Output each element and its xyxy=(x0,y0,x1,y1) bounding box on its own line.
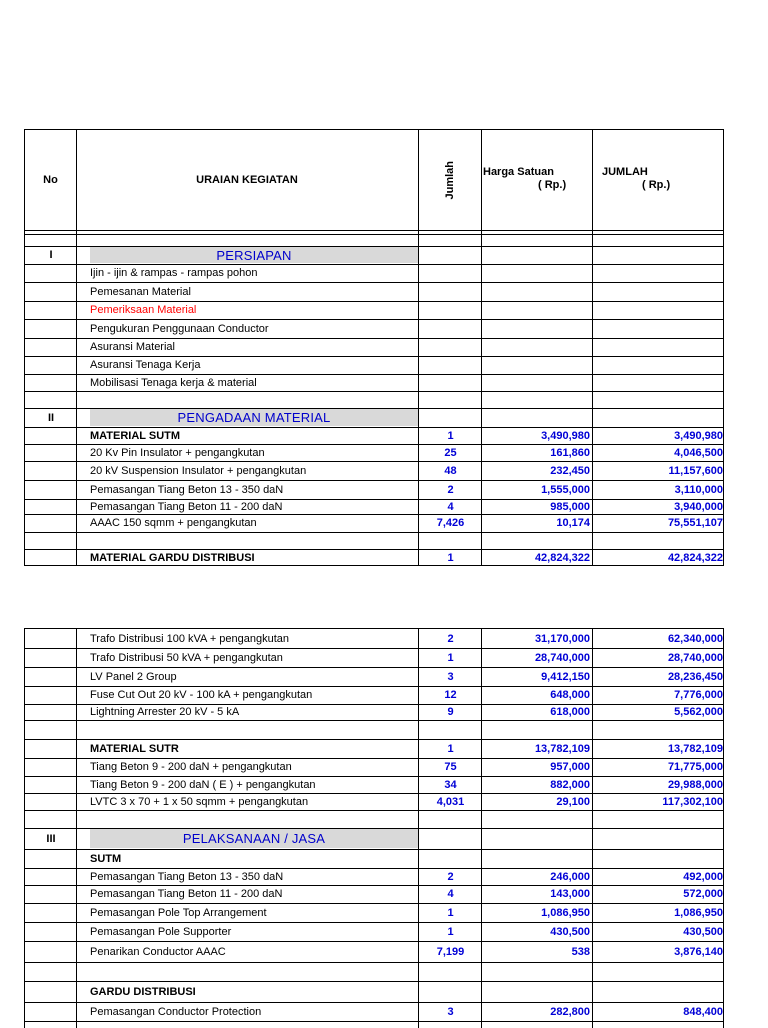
section-row-pelaksanaan: III PELAKSANAAN / JASA xyxy=(25,828,723,850)
section-row-persiapan xyxy=(25,246,723,265)
table-row: GARDU DISTRIBUSI xyxy=(25,981,723,1003)
section-no: I xyxy=(49,249,53,261)
list-item: Pemesanan Material xyxy=(25,282,723,302)
list-item: Ijin - ijin & rampas - rampas pohon xyxy=(25,264,723,283)
header-uraian: URAIAN KEGIATAN xyxy=(196,174,298,186)
table-row: AAAC 150 sqmm + pengangkutan 7,426 10,174 75,551,107 xyxy=(25,514,723,533)
table-header xyxy=(25,130,723,231)
table-row: MATERIAL SUTM 1 3,490,980 3,490,980 xyxy=(25,427,723,445)
list-item: Asuransi Material xyxy=(25,338,723,357)
list-item: Pemeriksaan Material xyxy=(25,301,723,320)
list-item: Pengukuran Penggunaan Conductor xyxy=(25,319,723,339)
header-total-line1: JUMLAH xyxy=(602,166,648,178)
header-harga-line2: ( Rp.) xyxy=(538,179,567,191)
table-row: MATERIAL SUTR 1 13,782,109 13,782,109 xyxy=(25,739,723,759)
rab-table-part-2 xyxy=(24,628,724,1028)
list-item: Asuransi Tenaga Kerja xyxy=(25,356,723,375)
table-row: Tiang Beton 9 - 200 daN ( E ) + pengangkutan 34 882,000 29,988,000 xyxy=(25,776,723,794)
table-row: 20 Kv Pin Insulator + pengangkutan 25 161,860 4,046,500 xyxy=(25,444,723,462)
table-row: SUTM xyxy=(25,849,723,869)
list-item: Mobilisasi Tenaga kerja & material xyxy=(25,374,723,392)
header-no: No xyxy=(43,174,58,186)
table-row: Pemasangan Pole Supporter 1 430,500 430,500 xyxy=(25,922,723,942)
header-total-line2: ( Rp.) xyxy=(642,179,671,191)
section-title-persiapan: PERSIAPAN xyxy=(90,247,418,263)
table-row: Trafo Distribusi 100 kVA + pengangkutan 2 31,170,000 62,340,000 xyxy=(25,629,723,649)
table-row: Trafo Distribusi 50 kVA + pengangkutan 1 28,740,000 28,740,000 xyxy=(25,648,723,668)
table-row: Lightning Arrester 20 kV - 5 kA 9 618,000 5,562,000 xyxy=(25,704,723,721)
table-row: Pemasangan Conductor Protection 3 282,800 848,400 xyxy=(25,1002,723,1022)
section-title-pelaksanaan: PELAKSANAAN / JASA xyxy=(90,829,418,848)
table-row: 20 kV Suspension Insulator + pengangkutan 48 232,450 11,157,600 xyxy=(25,461,723,481)
header-jumlah: Jumlah xyxy=(443,160,456,200)
table-row: Pemasangan Tiang Beton 13 - 350 daN 2 246,000 492,000 xyxy=(25,868,723,886)
section-title-pengadaan: PENGADAAN MATERIAL xyxy=(90,409,418,426)
header-harga-line1: Harga Satuan xyxy=(483,166,554,178)
table-row: Pemasangan Pole Top Arrangement 1 1,086,950 1,086,950 xyxy=(25,903,723,923)
table-row: Penarikan Conductor AAAC 7,199 538 3,876,140 xyxy=(25,941,723,963)
rab-table-part-1 xyxy=(24,129,724,566)
table-row: LV Panel 2 Group 3 9,412,150 28,236,450 xyxy=(25,667,723,687)
table-row: Tiang Beton 9 - 200 daN + pengangkutan 75 957,000 71,775,000 xyxy=(25,758,723,777)
table-row: LVTC 3 x 70 + 1 x 50 sqmm + pengangkutan 4,031 29,100 117,302,100 xyxy=(25,793,723,811)
table-row: MATERIAL GARDU DISTRIBUSI 1 42,824,322 42,824,322 xyxy=(90,551,723,564)
table-row: Pemasangan Tiang Beton 13 - 350 daN 2 1,555,000 3,110,000 xyxy=(25,480,723,500)
table-row: Pemasangan Tiang Beton 11 - 200 daN 4 985,000 3,940,000 xyxy=(25,499,723,515)
section-row-pengadaan: II PENGADAAN MATERIAL xyxy=(25,408,723,428)
table-row: Fuse Cut Out 20 kV - 100 kA + pengangkutan 12 648,000 7,776,000 xyxy=(25,686,723,705)
table-row: Pemasangan Tiang Beton 11 - 200 daN 4 143,000 572,000 xyxy=(25,885,723,904)
